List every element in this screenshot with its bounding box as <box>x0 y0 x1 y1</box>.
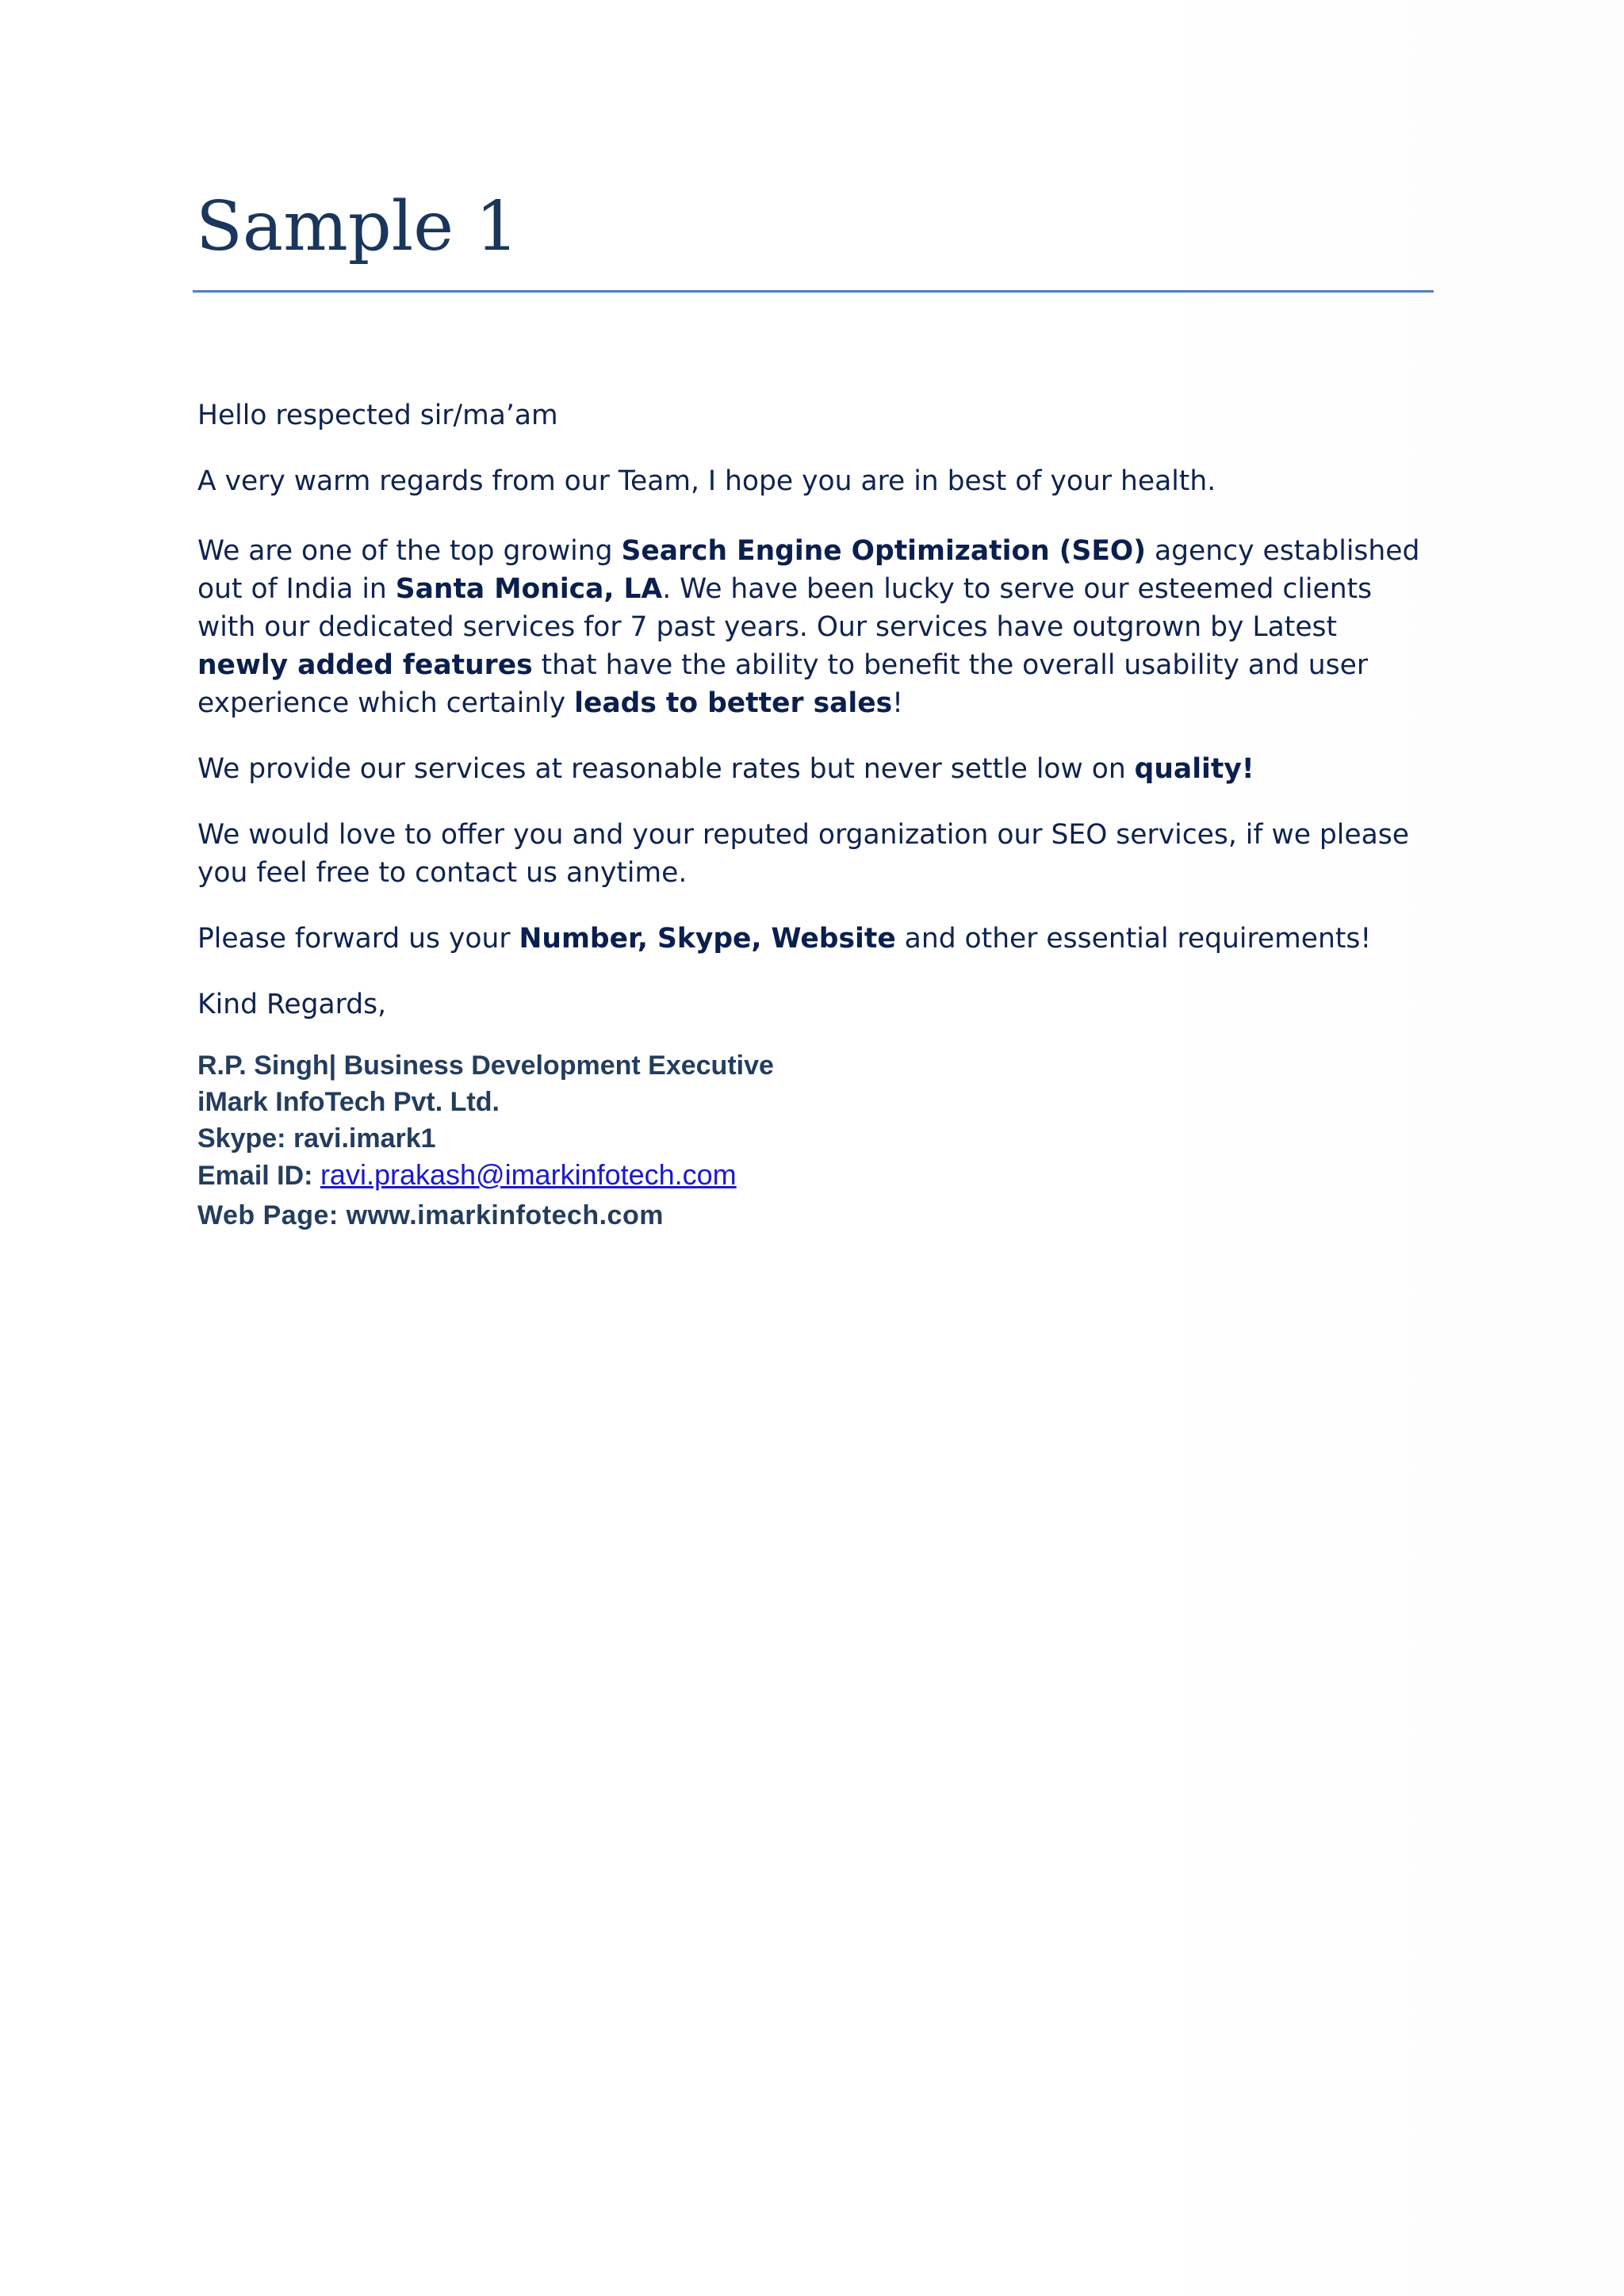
signature-email-line <box>197 1157 1434 1194</box>
intro-bold-seo: Search Engine Optimization (SEO) <box>621 535 1147 567</box>
signature-email-label: Email ID: <box>197 1161 320 1191</box>
pricing-bold-quality: quality! <box>1134 753 1254 785</box>
intro-text-4: that have the ability to benefit the overall usability and user experience which certainly <box>197 649 1369 719</box>
signature-company: iMark InfoTech Pvt. Ltd. <box>197 1087 500 1117</box>
forward-text-1: Please forward us your <box>197 923 519 955</box>
signature-web: Web Page: www.imarkinfotech.com <box>197 1200 664 1230</box>
pricing-paragraph <box>197 750 1434 788</box>
intro-bold-sales: leads to better sales <box>574 687 893 719</box>
signature-skype: Skype: ravi.imark1 <box>197 1123 436 1154</box>
greeting: Hello respected sir/ma’am <box>197 400 558 431</box>
signature-block <box>197 1047 1434 1234</box>
forward-text-2: and other essential requirements! <box>895 923 1372 955</box>
signature-name-title: R.P. Singh| Business Development Executive <box>197 1050 774 1081</box>
title-divider <box>193 290 1434 293</box>
page-title: Sample 1 <box>196 187 519 266</box>
intro-text-2: agency established out of India in <box>197 535 1420 605</box>
regards-line: A very warm regards from our Team, I hope you are in best of your health. <box>197 465 1216 497</box>
offer-paragraph: We would love to offer you and your reputed organization our SEO services, if we please you feel free to contact us anytime. <box>197 819 1409 889</box>
intro-paragraph <box>197 532 1434 722</box>
letter-body <box>197 396 1434 1234</box>
forward-bold-contacts: Number, Skype, Website <box>519 923 896 955</box>
pricing-text: We provide our services at reasonable rates but never settle low on <box>197 753 1135 785</box>
intro-text-3: . We have been lucky to serve our esteemed clients with our dedicated services for 7 past years. Our services have outgrown by Latest <box>197 573 1373 643</box>
intro-bold-location: Santa Monica, LA <box>395 573 663 605</box>
email-link[interactable]: ravi.prakash@imarkinfotech.com <box>320 1158 737 1191</box>
intro-bold-features: newly added features <box>197 649 533 681</box>
intro-text-1: We are one of the top growing <box>197 535 622 567</box>
intro-text-5: ! <box>892 687 903 719</box>
closing: Kind Regards, <box>197 989 387 1020</box>
forward-paragraph <box>197 920 1434 958</box>
